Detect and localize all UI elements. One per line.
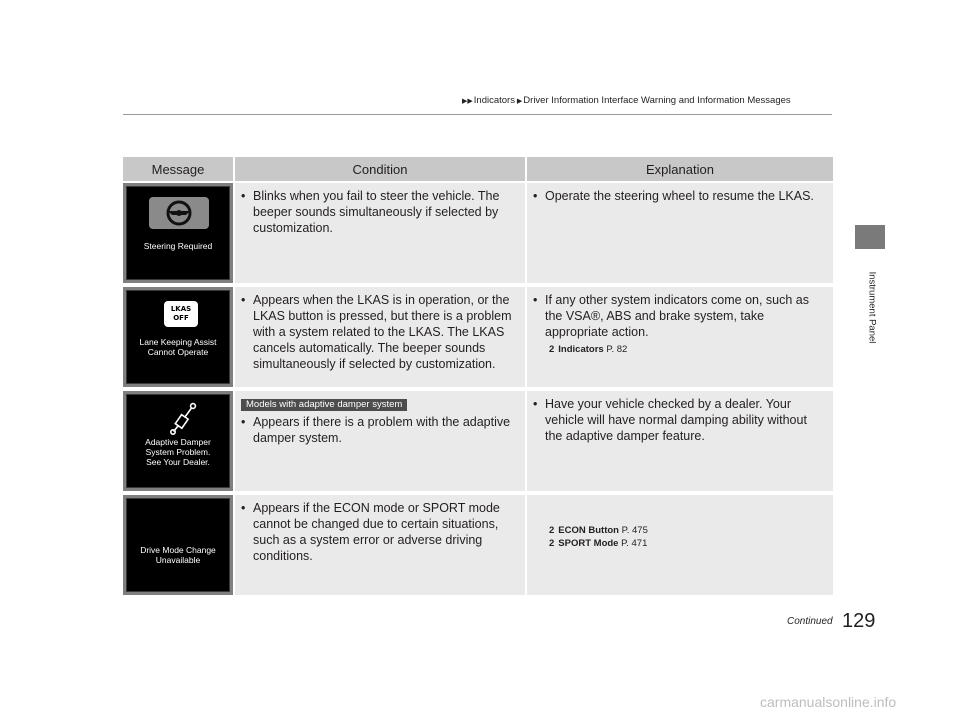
condition-cell: • Blinks when you fail to steer the vehicle. The beeper sounds simultaneously if selected by customization.	[233, 183, 525, 283]
screen-text: System Problem.	[145, 447, 211, 457]
explanation-text: Have your vehicle checked by a dealer. Your vehicle will have normal damping ability without the adaptive damper feature.	[545, 397, 807, 443]
explanation-cell	[525, 495, 833, 595]
screen-text: See Your Dealer.	[146, 457, 210, 467]
column-header-condition: Condition	[233, 157, 525, 181]
reference-arrow-icon: 2	[549, 344, 555, 355]
lkas-off-icon: LKAS OFF	[164, 301, 198, 327]
condition-text: Appears if the ECON mode or SPORT mode cannot be changed due to certain situations, such as a system error or adverse driving conditions.	[253, 501, 500, 563]
reference-label: Indicators	[558, 344, 604, 355]
reference-arrow-icon: 2	[549, 538, 555, 549]
condition-text: Appears when the LKAS is in operation, or the LKAS button is pressed, but there is a problem with a system related to the LKAS. The LKAS cancels automatically. The beeper sounds simultaneously if selected by customization.	[253, 293, 512, 371]
page-reference[interactable]	[549, 525, 827, 537]
message-screen	[126, 394, 230, 488]
breadcrumb-section: Driver Information Interface Warning and Information Messages	[523, 95, 791, 106]
side-tab-marker	[855, 225, 885, 249]
model-tag: Models with adaptive damper system	[241, 399, 407, 411]
explanation-cell: • Operate the steering wheel to resume the LKAS.	[525, 183, 833, 283]
explanation-text: Operate the steering wheel to resume the LKAS.	[545, 189, 814, 203]
table-header-row	[123, 157, 833, 181]
breadcrumb-indicators: Indicators	[473, 95, 515, 106]
screen-text: Lane Keeping Assist	[139, 337, 217, 347]
message-image-cell	[123, 287, 233, 387]
header-rule	[123, 114, 832, 115]
screen-text: Unavailable	[155, 555, 201, 565]
screen-text: Drive Mode Change	[140, 545, 216, 555]
condition-cell: • Appears when the LKAS is in operation, or the LKAS button is pressed, but there is a problem with a system related to the LKAS. The LKAS cancels automatically. The beeper sounds simultaneously if selected by customization.	[233, 287, 525, 387]
message-image-cell	[123, 183, 233, 283]
watermark: carmanualsonline.info	[760, 694, 897, 710]
screen-text: Adaptive Damper	[145, 437, 211, 447]
reference-label: SPORT Mode	[558, 538, 619, 549]
reference-page: P. 475	[621, 525, 648, 536]
message-screen	[126, 498, 230, 592]
table-row	[123, 495, 833, 595]
breadcrumb-arrow-icon: ▶	[514, 98, 523, 105]
reference-page: P. 471	[621, 538, 648, 549]
column-header-explanation: Explanation	[525, 157, 833, 181]
table-row	[123, 391, 833, 491]
message-image-cell	[123, 391, 233, 491]
side-tab-label: Instrument Panel	[866, 271, 878, 344]
screen-text: Cannot Operate	[147, 347, 209, 357]
message-image-cell	[123, 495, 233, 595]
explanation-cell: • Have your vehicle checked by a dealer. Your vehicle will have normal damping ability without the adaptive damper feature.	[525, 391, 833, 491]
explanation-cell: • If any other system indicators come on, such as the VSA®, ABS and brake system, take appropriate action. 2 Indicators P. 82	[525, 287, 833, 387]
reference-page: P. 82	[606, 344, 628, 355]
breadcrumb	[462, 95, 791, 106]
condition-text: Blinks when you fail to steer the vehicle. The beeper sounds simultaneously if selected by customization.	[253, 189, 500, 235]
explanation-text: If any other system indicators come on, such as the VSA®, ABS and brake system, take appropriate action.	[545, 293, 810, 339]
condition-cell: Models with adaptive damper system • Appears if there is a problem with the adaptive damper system.	[233, 391, 525, 491]
table-row	[123, 183, 833, 283]
condition-text: Appears if there is a problem with the adaptive damper system.	[253, 415, 511, 445]
column-header-message: Message	[123, 157, 233, 181]
message-screen	[126, 186, 230, 280]
condition-cell: • Appears if the ECON mode or SPORT mode cannot be changed due to certain situations, such as a system error or adverse driving conditions.	[233, 495, 525, 595]
breadcrumb-arrow-icon: ▶▶	[462, 98, 473, 105]
page-reference[interactable]	[549, 538, 827, 550]
table-row	[123, 287, 833, 387]
screen-text: Steering Required	[143, 241, 213, 251]
message-table	[123, 157, 833, 595]
reference-label: ECON Button	[558, 525, 619, 536]
reference-arrow-icon: 2	[549, 525, 555, 536]
steering-wheel-icon	[149, 197, 209, 229]
damper-icon	[169, 401, 199, 435]
message-screen	[126, 290, 230, 384]
page-reference[interactable]	[549, 344, 827, 356]
page-number: 129	[842, 610, 876, 632]
continued-label: Continued	[787, 616, 833, 627]
